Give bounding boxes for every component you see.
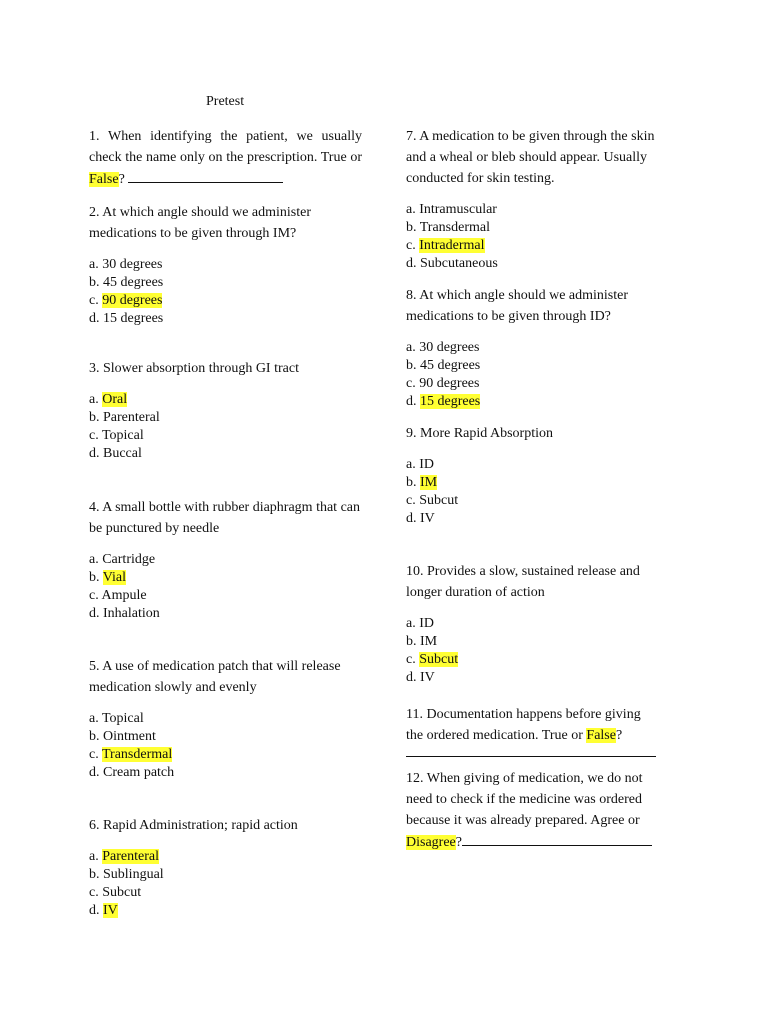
option-d[interactable]: d. Subcutaneous xyxy=(406,256,498,271)
answer-highlight: Oral xyxy=(102,392,128,407)
option-a[interactable]: a. Intramuscular xyxy=(406,202,497,217)
option-d[interactable]: d. IV xyxy=(406,511,435,526)
option-a[interactable]: a. 30 degrees xyxy=(406,340,480,355)
question-12-text: 12. When giving of medication, we do not need to check if the medicine was ordered because it was already prepared. Agree or Disagree? xyxy=(406,768,661,853)
answer-highlight: Intradermal xyxy=(419,238,485,253)
option-a[interactable]: a. Topical xyxy=(89,711,144,726)
question-3 xyxy=(89,358,362,463)
option-b[interactable]: b. 45 degrees xyxy=(89,275,164,290)
option-a[interactable]: a. Cartridge xyxy=(89,552,156,567)
question-3-text: 3. Slower absorption through GI tract xyxy=(89,361,299,376)
answer-highlight: False xyxy=(89,172,119,187)
answer-highlight: Vial xyxy=(102,570,127,585)
question-11-text: 11. Documentation happens before giving the ordered medication. True or False? xyxy=(406,707,641,743)
answer-highlight: 15 degrees xyxy=(420,394,481,409)
question-1-text: 1. When identifying the patient, we usually check the name only on the prescription. True or False? xyxy=(89,129,362,187)
option-c[interactable]: c. Ampule xyxy=(89,588,147,603)
option-c[interactable]: c. 90 degrees xyxy=(406,376,480,391)
question-4 xyxy=(89,497,362,623)
right-column xyxy=(406,126,661,853)
answer-highlight: Subcut xyxy=(419,652,459,667)
answer-highlight: IM xyxy=(420,475,438,490)
option-b[interactable]: b. Transdermal xyxy=(406,220,491,235)
option-b[interactable]: b. Ointment xyxy=(89,729,156,744)
option-b[interactable]: b. 45 degrees xyxy=(406,358,481,373)
page-title: Pretest xyxy=(206,94,245,109)
question-2 xyxy=(89,202,362,328)
answer-highlight: IV xyxy=(103,903,118,918)
answer-highlight: Transdermal xyxy=(101,747,173,762)
question-5-text: 5. A use of medication patch that will release medication slowly and evenly xyxy=(89,659,341,695)
option-d[interactable]: d. IV xyxy=(406,670,435,685)
answer-blank[interactable] xyxy=(406,755,656,757)
question-8 xyxy=(406,285,661,411)
question-11 xyxy=(406,704,661,757)
option-d[interactable]: d. Cream patch xyxy=(89,765,175,780)
answer-highlight: Disagree xyxy=(406,835,456,850)
question-7-text: 7. A medication to be given through the skin and a wheal or bleb should appear. Usually conducted for skin testing. xyxy=(406,129,655,186)
option-c[interactable]: c. Transdermal xyxy=(89,747,173,762)
option-d[interactable]: d. Buccal xyxy=(89,446,142,461)
answer-blank[interactable] xyxy=(128,168,283,183)
question-6-text: 6. Rapid Administration; rapid action xyxy=(89,818,298,833)
left-column xyxy=(89,126,362,920)
option-c[interactable]: c. Subcut xyxy=(406,493,459,508)
question-12 xyxy=(406,768,661,853)
option-d[interactable]: d. 15 degrees xyxy=(89,311,164,326)
option-b[interactable]: b. IM xyxy=(406,634,438,649)
option-b[interactable]: b. Parenteral xyxy=(89,410,160,425)
option-a[interactable]: a. 30 degrees xyxy=(89,257,163,272)
option-c[interactable]: c. Subcut xyxy=(89,885,142,900)
option-c[interactable]: c. Subcut xyxy=(406,652,459,667)
option-c[interactable]: c. 90 degrees xyxy=(89,293,163,308)
question-5 xyxy=(89,656,362,782)
option-c[interactable]: c. Intradermal xyxy=(406,238,485,253)
option-a[interactable]: a. ID xyxy=(406,457,434,472)
question-9 xyxy=(406,423,661,528)
option-d[interactable]: d. IV xyxy=(89,903,118,918)
question-2-text: 2. At which angle should we administer medications to be given through IM? xyxy=(89,205,312,241)
option-b[interactable]: b. Vial xyxy=(89,570,127,585)
answer-blank[interactable] xyxy=(462,831,652,846)
question-10-text: 10. Provides a slow, sustained release and longer duration of action xyxy=(406,564,640,600)
answer-highlight: 90 degrees xyxy=(102,293,163,308)
question-4-text: 4. A small bottle with rubber diaphragm that can be punctured by needle xyxy=(89,500,360,536)
question-7 xyxy=(406,126,661,273)
question-6 xyxy=(89,815,362,920)
question-1 xyxy=(89,126,362,190)
option-d[interactable]: d. 15 degrees xyxy=(406,394,481,409)
option-b[interactable]: b. Sublingual xyxy=(89,867,164,882)
question-8-text: 8. At which angle should we administer medications to be given through ID? xyxy=(406,288,629,324)
option-d[interactable]: d. Inhalation xyxy=(89,606,160,621)
answer-highlight: Parenteral xyxy=(102,849,159,864)
question-10 xyxy=(406,561,661,687)
option-c[interactable]: c. Topical xyxy=(89,428,144,443)
option-a[interactable]: a. Oral xyxy=(89,392,128,407)
option-a[interactable]: a. Parenteral xyxy=(89,849,159,864)
answer-highlight: False xyxy=(586,728,616,743)
question-9-text: 9. More Rapid Absorption xyxy=(406,426,553,441)
option-b[interactable]: b. IM xyxy=(406,475,438,490)
option-a[interactable]: a. ID xyxy=(406,616,434,631)
